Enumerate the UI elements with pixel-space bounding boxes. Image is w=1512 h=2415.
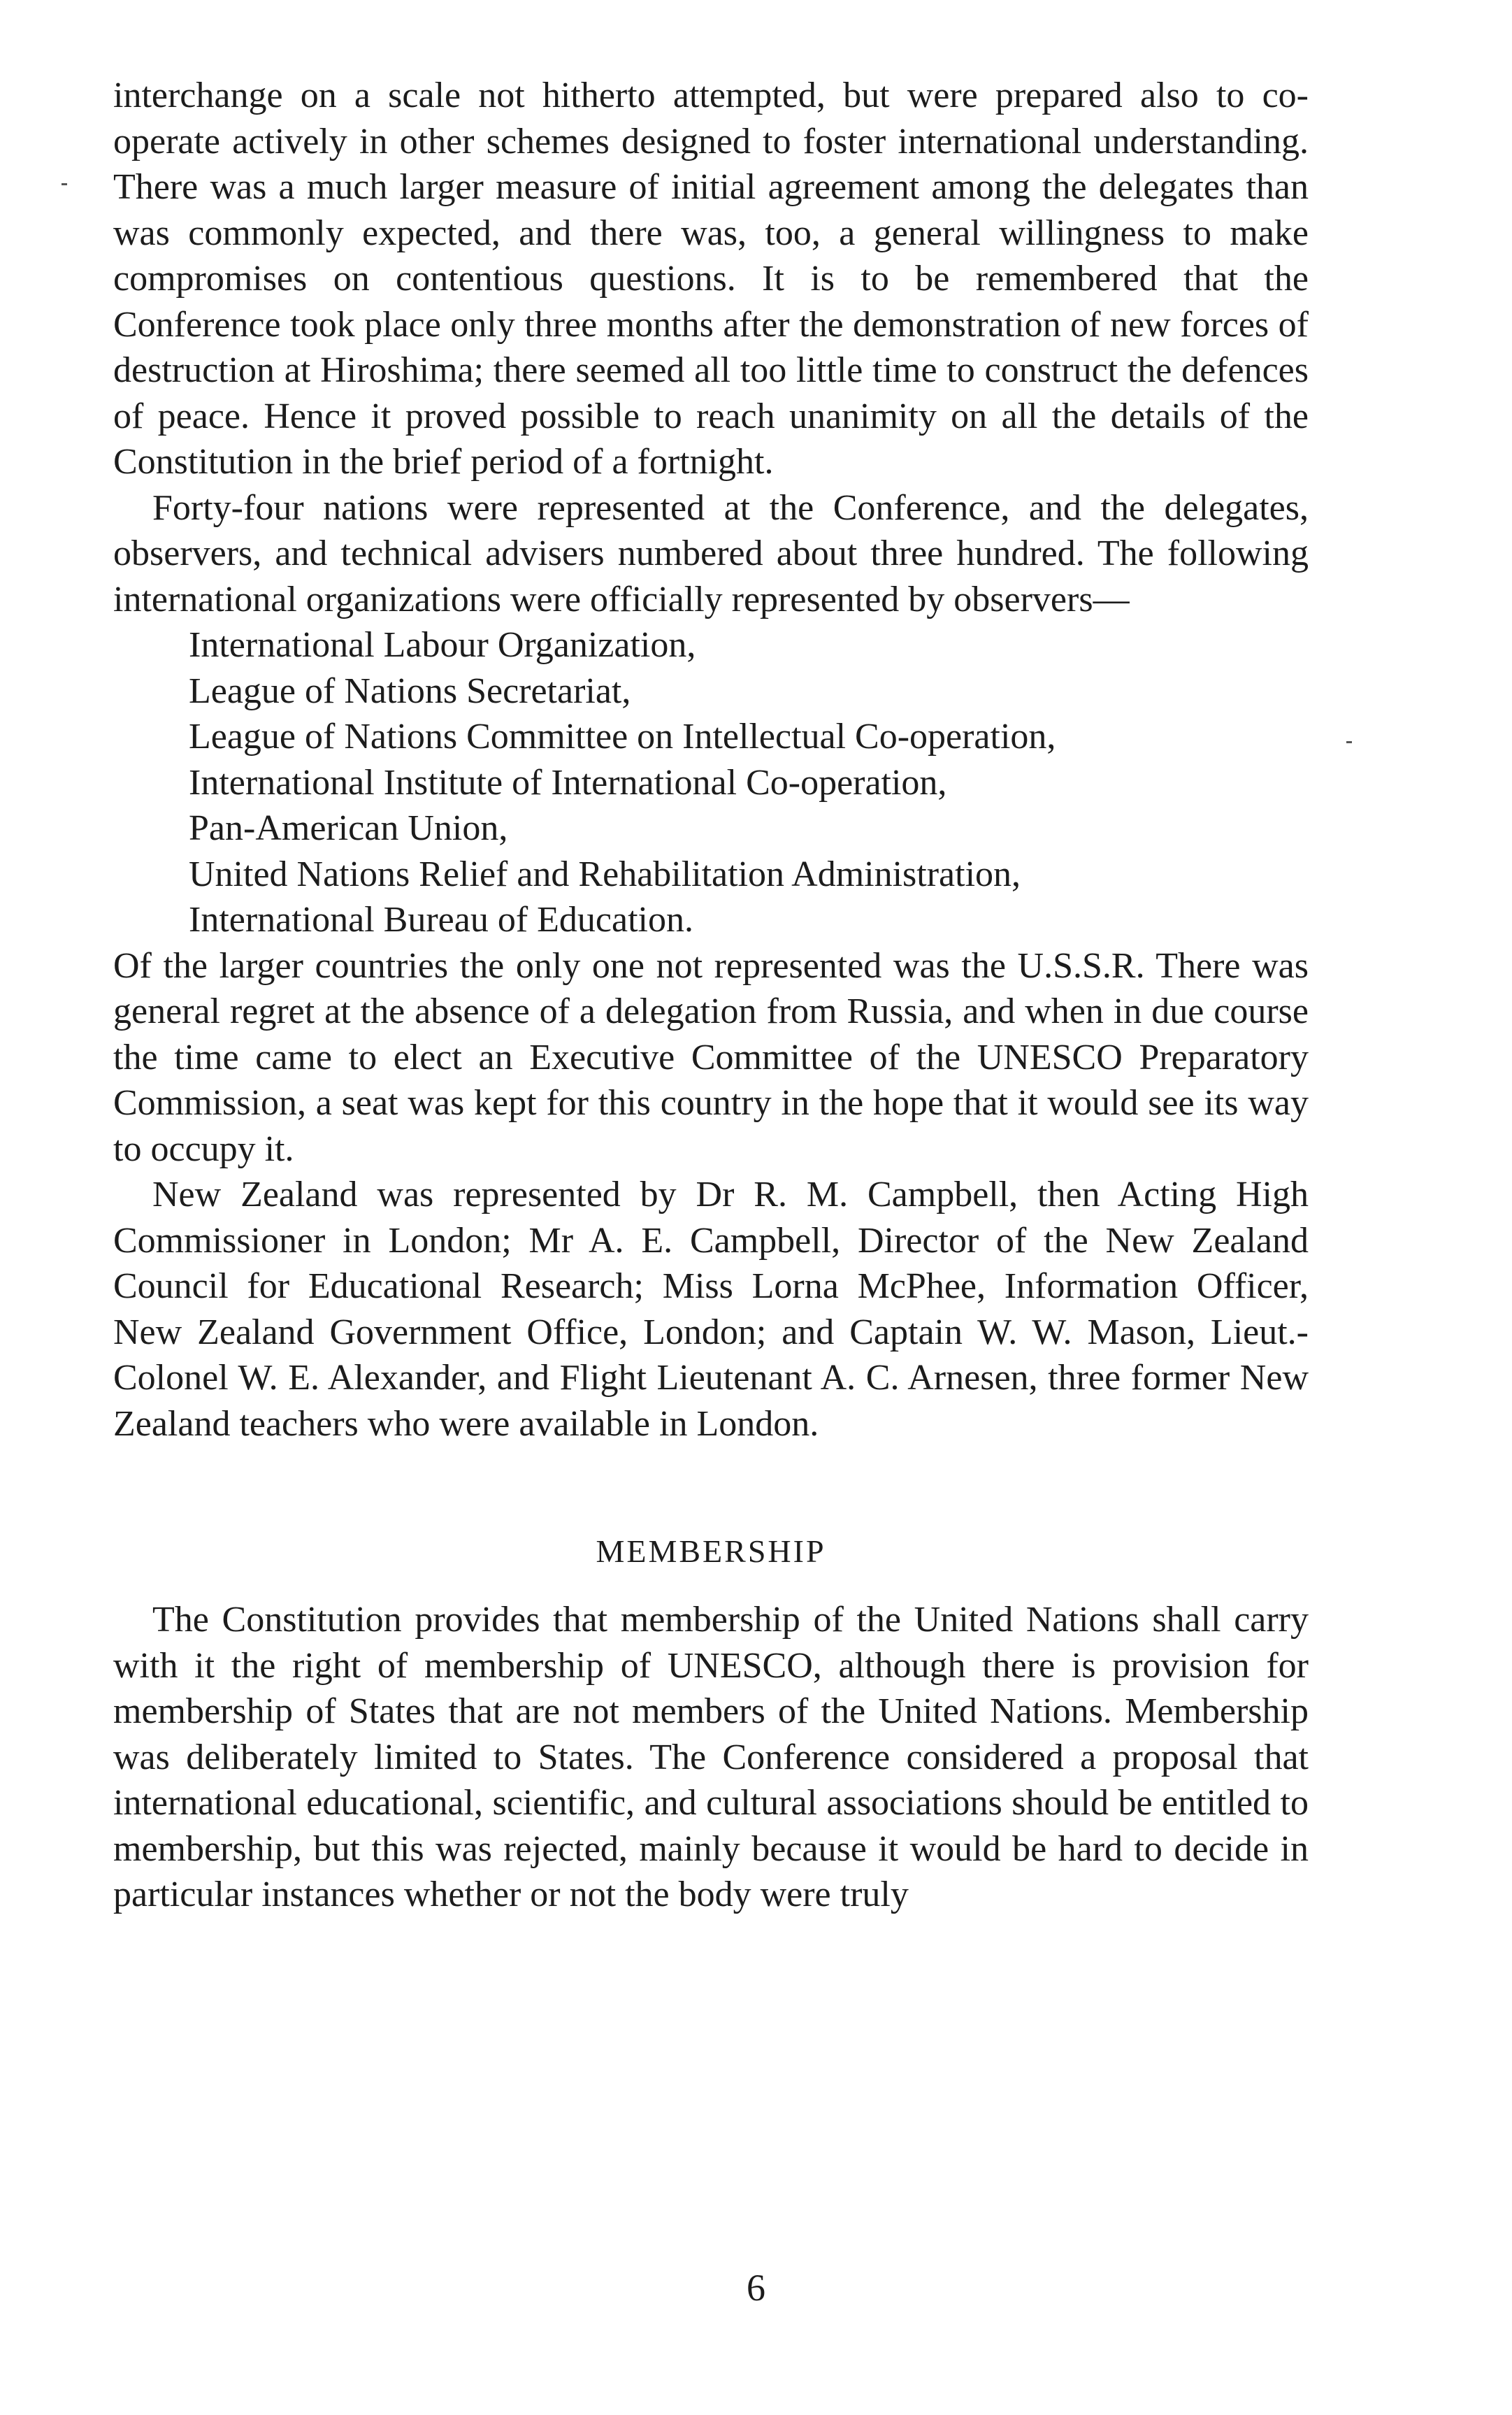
list-item: Pan-American Union, (189, 808, 508, 848)
list-item: League of Nations Secretariat, (189, 671, 631, 711)
paragraph-intro-continued: interchange on a scale not hitherto attempted, but were prepared also to co-operate actively in other schemes designed to foster international understanding. There was a much larger measure of initial agreement among the delegates than was commonly expected, and there was, too, a general willingness to make compromises on contentious questions. It is to be remembered that the Conference took place only three months after the demonstration of new forces of destruction at Hiroshima; there seemed all too little time to construct the defences of peace. Hence it proved possible to reach unanimity on all the details of the Constitution in the brief period of a fortnight. (113, 76, 1309, 482)
list-item: United Nations Relief and Rehabilitation Administration, (189, 854, 1021, 894)
paragraph-forty-four-nations: Forty-four nations were represented at the Conference, and the delegates, observers, and technical advisers numbered about three hundred. The following international organizations were officially represented by observers— (113, 487, 1309, 619)
scan-speck (1346, 741, 1352, 743)
page-body (113, 73, 1309, 1918)
list-item: International Bureau of Education. (189, 900, 693, 940)
list-item: International Labour Organization, (189, 625, 696, 665)
paragraph-ussr: Of the larger countries the only one not represented was the U.S.S.R. There was general regret at the absence of a delegation from Russia, and when in due course the time came to elect an Executive Committee of the UNESCO Preparatory Commission, a seat was kept for this country in the hope that it would see its way to occupy it. (113, 945, 1309, 1169)
page-number: 6 (747, 2267, 765, 2309)
section-heading-membership: MEMBERSHIP (596, 1533, 826, 1569)
scan-speck (62, 183, 67, 185)
list-item: League of Nations Committee on Intellectual Co-operation, (189, 717, 1056, 757)
observer-organizations-list (113, 622, 1309, 943)
list-item: International Institute of International Co-operation, (189, 762, 947, 803)
paragraph-membership: The Constitution provides that membership of the United Nations shall carry with it the right of membership of UNESCO, although there is provision for membership of States that are not members of the United Nations. Membership was deliberately limited to States. The Conference considered a proposal that international educational, scientific, and cultural associations should be entitled to membership, but this was rejected, mainly because it would be hard to decide in particular instances whether or not the body were truly (113, 1600, 1309, 1914)
paragraph-new-zealand-delegation: New Zealand was represented by Dr R. M. Campbell, then Acting High Commissioner in London; Mr A. E. Campbell, Director of the New Zealand Council for Educational Research; Miss Lorna McPhee, Information Officer, New Zealand Government Office, London; and Captain W. W. Mason, Lieut.-Colonel W. E. Alexander, and Flight Lieutenant A. C. Arnesen, three former New Zealand teachers who were available in London. (113, 1175, 1309, 1444)
